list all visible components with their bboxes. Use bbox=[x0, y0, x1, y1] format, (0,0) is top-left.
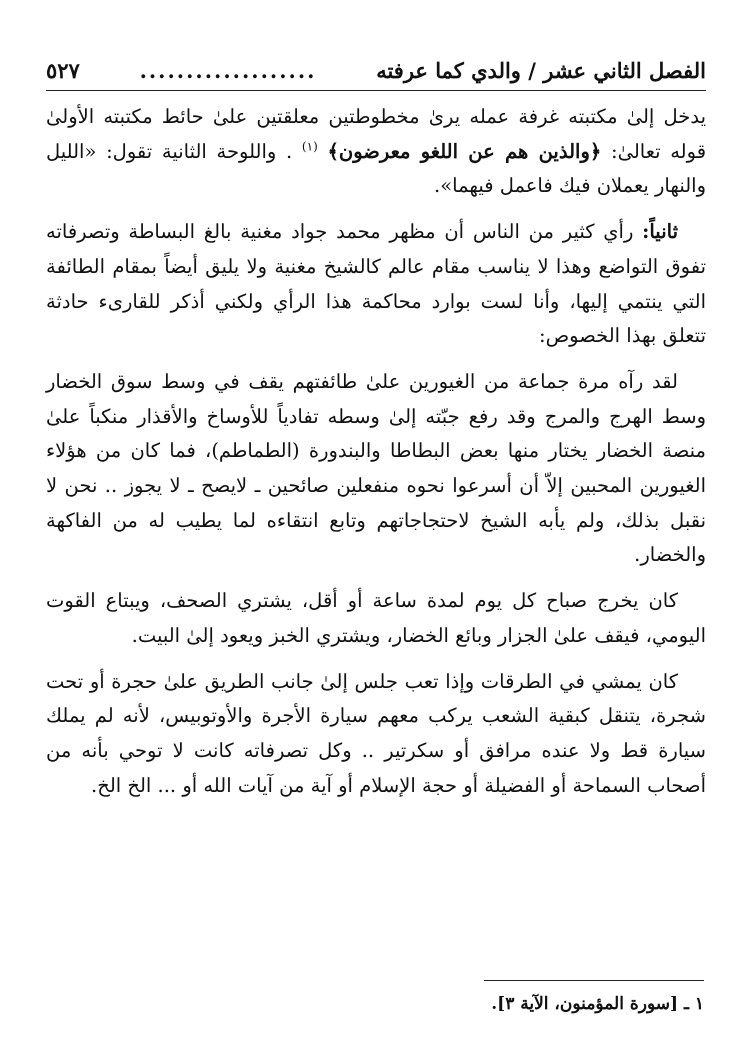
paragraph-3: لقد رآه مرة جماعة من الغيورين علىٰ طائفتهم يقف في وسط سوق الخضار وسط الهرج والمرج وقد رفع جبّته إلىٰ وسطه تفادياً للأوساخ والأقذار منكباً علىٰ منصة الخضار يختار منها بعض البطاطا والبندورة (الطماطم)، فما كان من هؤلاء الغيورين المحبين إلاّ أن أسرعوا نحوه منفعلين صائحين ـ لايصح ـ لا يجوز .. نحن لا نقبل بذلك، ولم يأبه الشيخ لاحتجاجاتهم وتابع انتقاءه لما يطيب له من الفاكهة والخضار. bbox=[46, 369, 706, 567]
page-number: ٥٢٧ bbox=[46, 57, 80, 83]
paragraph-2-text: رأي كثير من الناس أن مظهر محمد جواد مغنية بالغ البساطة وتصرفاته تفوق التواضع وهذا لا يناسب مقام عالم كالشيخ مغنية ولا يليق أيضاً بمقام الطائفة التي ينتمي إليها، وأنا لست بوارد محاكمة هذا الرأي ولكني أذكر للقارىء حادثة تتعلق بهذا الخصوص: bbox=[46, 220, 706, 348]
paragraph-2 bbox=[46, 215, 706, 354]
paragraph-5: كان يمشي في الطرقات وإذا تعب جلس إلىٰ جانب الطريق علىٰ حجرة أو تحت شجرة، يتنقل كبقية الشعب يركب معهم سيارة الأجرة والأوتوبيس، لأنه لم يملك سيارة قط ولا عنده مرافق أو سكرتير .. وكل تصرفاته كانت لا توحي بأنه من أصحاب السماحة أو الفضيلة أو حجة الإسلام أو آية من آيات الله أو ... الخ الخ. bbox=[46, 669, 706, 797]
paragraph-1-text-b: . واللوحة الثانية تقول: «الليل والنهار يعملان فيك فاعمل فيهما». bbox=[46, 139, 706, 198]
paragraph-1 bbox=[46, 100, 706, 204]
footnote-1: ١ ـ [سورة المؤمنون، الآية ٣]. bbox=[491, 994, 704, 1014]
quran-verse: ﴿والذين هم عن اللغو معرضون﴾ bbox=[327, 139, 602, 163]
running-header bbox=[46, 50, 706, 91]
footnote-divider bbox=[484, 980, 704, 981]
footnote-reference[interactable]: (١) bbox=[301, 139, 318, 154]
paragraph-2-lead: ثانياً: bbox=[642, 220, 678, 244]
paragraph-4: كان يخرج صباح كل يوم لمدة ساعة أو أقل، يشتري الصحف، ويبتاع القوت اليومي، فيقف علىٰ الجزار وبائع الخضار، ويشتري الخبز ويعود إلىٰ البيت. bbox=[46, 589, 706, 647]
chapter-title: الفصل الثاني عشر / والدي كما عرفته bbox=[376, 57, 706, 83]
header-leader-dots: ................... bbox=[139, 57, 317, 83]
paragraph-1-text-a: يدخل إلىٰ مكتبته غرفة عمله يرىٰ مخطوطتين معلقتين علىٰ حائط مكتبته الأولىٰ قوله تعالىٰ: bbox=[46, 105, 707, 163]
page-body bbox=[46, 100, 706, 814]
